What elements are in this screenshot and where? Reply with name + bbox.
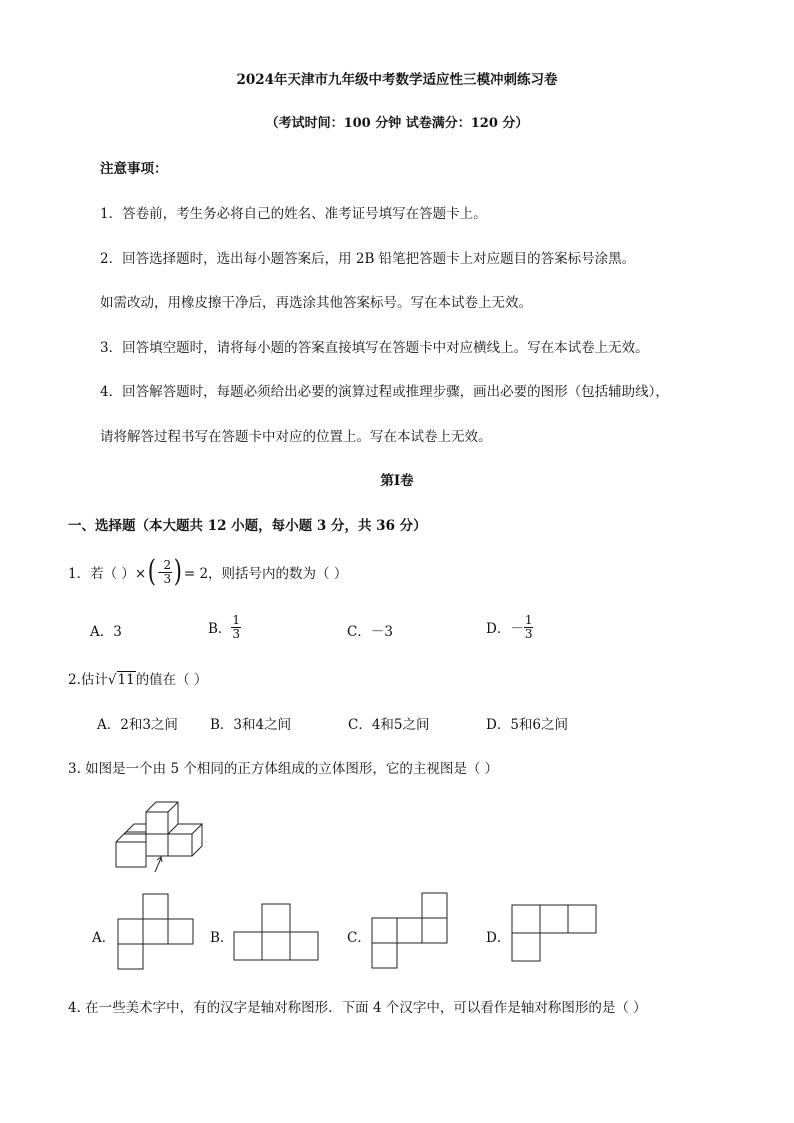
question-2: [68, 668, 207, 688]
q3-option-a-label[interactable]: A．: [92, 930, 116, 946]
front-left-face: [116, 842, 146, 867]
front-left-top: [116, 832, 126, 842]
q1-option-d-label: D．－: [486, 621, 524, 637]
notice-heading: 注意事项：: [100, 161, 168, 177]
exam-title: 2024年天津市九年级中考数学适应性三模冲刺练习卷: [236, 72, 558, 88]
q2-option-d[interactable]: D．5和6之间: [486, 717, 569, 733]
section-heading: 一、选择题（本大题共 12 小题，每小题 3 分，共 36 分）: [68, 518, 427, 534]
top-cube-front: [146, 812, 168, 834]
q3-option-c-label[interactable]: C．: [347, 930, 371, 946]
sqrt-symbol: √: [107, 672, 117, 688]
right-paren: ): [173, 554, 183, 589]
notice-item-2-cont: 如需改动，用橡皮擦干净后，再选涂其他答案标号。写在本试卷上无效。: [100, 295, 532, 311]
q1-option-b[interactable]: [208, 608, 241, 646]
q1-suffix: = 2，则括号内的数为（ ）: [183, 566, 348, 582]
q1-option-b-label: B．: [208, 621, 232, 637]
q1-option-b-numerator: 1: [232, 612, 241, 627]
back-cube: [146, 802, 178, 834]
notice-item-3: 3．回答填空题时，请将每小题的答案直接填写在答题卡中对应横线上。写在本试卷上无效。: [100, 340, 649, 356]
q3-option-d-label[interactable]: D．: [486, 930, 511, 946]
q3-option-a-figure[interactable]: [118, 892, 198, 972]
q1-option-d-denominator: 3: [524, 626, 533, 641]
q1-option-b-fraction: [231, 614, 241, 641]
q1-option-d-numerator: 1: [524, 612, 533, 627]
left-paren: (: [147, 554, 157, 589]
question-3: 3. 如图是一个由 5 个相同的正方体组成的立体图形，它的主视图是（ ）: [68, 761, 499, 777]
q3-option-c-figure[interactable]: [371, 892, 451, 972]
front-right-face: [168, 834, 192, 856]
question-4: 4. 在一些美术字中，有的汉字是轴对称图形．下面 4 个汉字中，可以看作是轴对称图形的是（ ）: [68, 1000, 647, 1016]
cube-stack-figure: [110, 800, 210, 875]
q1-option-a[interactable]: A．3: [90, 624, 122, 640]
q3-option-b-label[interactable]: B．: [210, 930, 234, 946]
q1-option-b-denominator: 3: [232, 626, 241, 641]
q1-minus: -: [157, 564, 163, 580]
q1-option-d[interactable]: [486, 608, 533, 646]
q2-option-b[interactable]: B．3和4之间: [210, 717, 292, 733]
q2-radicand: 11: [117, 672, 135, 688]
front-middle-face: [146, 834, 168, 856]
view-arrow: [155, 858, 161, 872]
q1-fraction: [162, 559, 172, 586]
exam-subtitle: （考试时间：100 分钟 试卷满分：120 分）: [265, 116, 529, 131]
q2-suffix: 的值在（ ）: [135, 672, 208, 688]
q1-option-c[interactable]: C．－3: [347, 624, 393, 640]
notice-item-2: 2．回答选择题时，选出每小题答案后，用 2B 铅笔把答题卡上对应题目的答案标号涂黑。: [100, 251, 636, 267]
q1-prefix: 1．若（ ）×: [68, 566, 147, 582]
q2-prefix: 2.估计: [68, 672, 108, 688]
q1-denominator: 3: [163, 571, 172, 586]
q2-option-a[interactable]: A．2和3之间: [97, 717, 178, 733]
notice-item-4-cont: 请将解答过程书写在答题卡中对应的位置上。写在本试卷上无效。: [100, 429, 492, 445]
question-1: [68, 553, 347, 591]
q3-option-b-figure[interactable]: [234, 903, 322, 961]
q2-option-c[interactable]: C．4和5之间: [348, 717, 430, 733]
q1-option-d-fraction: [524, 614, 534, 641]
q3-option-d-figure[interactable]: [511, 904, 599, 962]
volume-label: 第Ⅰ卷: [380, 473, 414, 489]
notice-item-1: 1．答卷前，考生务必将自己的姓名、准考证号填写在答题卡上。: [100, 206, 487, 222]
notice-item-4: 4．回答解答题时，每题必须给出必要的演算过程或推理步骤，画出必要的图形（包括辅助线），: [100, 384, 669, 400]
q1-numerator: 2: [163, 557, 172, 572]
